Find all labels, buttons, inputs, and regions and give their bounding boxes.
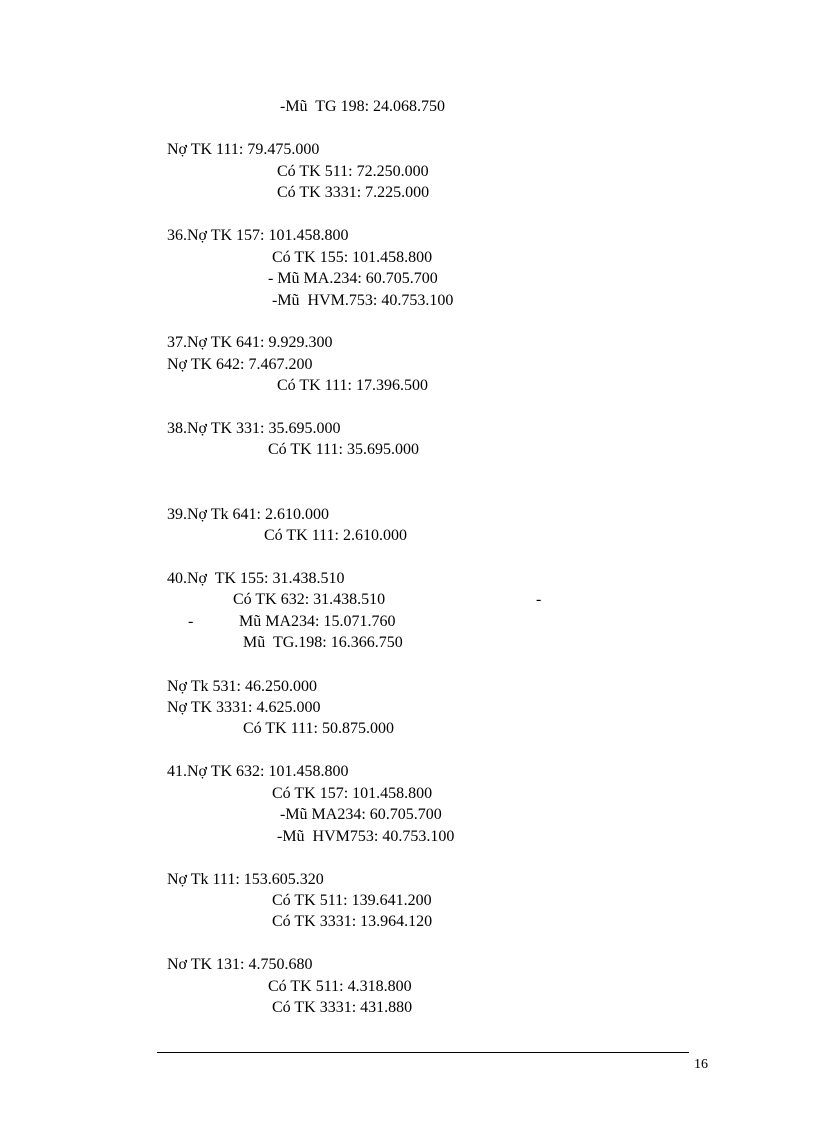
text-line: - — [536, 591, 542, 608]
text-line: 40.Nợ TK 155: 31.438.510 — [167, 570, 345, 587]
text-line: Nợ TK 642: 7.467.200 — [167, 356, 313, 373]
text-line: Có TK 3331: 13.964.120 — [272, 913, 433, 930]
text-line: Có TK 155: 101.458.800 — [272, 249, 433, 266]
text-line: Có TK 511: 4.318.800 — [268, 978, 412, 995]
text-line: - — [188, 613, 194, 630]
text-line: Nợ Tk 531: 46.250.000 — [167, 678, 317, 695]
text-line: Nợ TK 3331: 4.625.000 — [167, 699, 321, 716]
text-line: Có TK 511: 139.641.200 — [272, 892, 432, 909]
text-line: Nợ Tk 111: 153.605.320 — [167, 871, 324, 888]
text-line: 41.Nợ TK 632: 101.458.800 — [167, 763, 349, 780]
text-line: Có TK 157: 101.458.800 — [272, 785, 433, 802]
footer-rule — [157, 1052, 689, 1053]
text-line: -Mũ HVM753: 40.753.100 — [277, 828, 455, 845]
text-line: 38.Nợ TK 331: 35.695.000 — [167, 420, 341, 437]
text-line: Có TK 111: 2.610.000 — [264, 527, 407, 544]
text-line: -Mũ MA234: 60.705.700 — [280, 806, 442, 823]
text-line: Có TK 632: 31.438.510 — [233, 591, 386, 608]
text-line: -Mũ TG 198: 24.068.750 — [280, 98, 446, 115]
text-line: Mũ TG.198: 16.366.750 — [243, 634, 403, 651]
text-line: Mũ MA234: 15.071.760 — [239, 613, 396, 630]
text-line: Có TK 111: 35.695.000 — [268, 441, 419, 458]
text-line: Nợ TK 111: 79.475.000 — [167, 141, 320, 158]
page-number: 16 — [694, 1057, 708, 1072]
text-line: - Mũ MA.234: 60.705.700 — [268, 270, 438, 287]
text-line: Có TK 3331: 7.225.000 — [277, 184, 430, 201]
text-line: 39.Nợ Tk 641: 2.610.000 — [167, 506, 329, 523]
text-line: Có TK 111: 50.875.000 — [243, 720, 394, 737]
text-line: 37.Nợ TK 641: 9.929.300 — [167, 334, 333, 351]
text-line: Có TK 3331: 431.880 — [272, 999, 413, 1016]
text-line: Có TK 111: 17.396.500 — [277, 377, 428, 394]
text-line: 36.Nợ TK 157: 101.458.800 — [167, 227, 349, 244]
text-line: Nơ TK 131: 4.750.680 — [167, 956, 313, 973]
text-line: Có TK 511: 72.250.000 — [277, 163, 429, 180]
text-line: -Mũ HVM.753: 40.753.100 — [272, 292, 454, 309]
